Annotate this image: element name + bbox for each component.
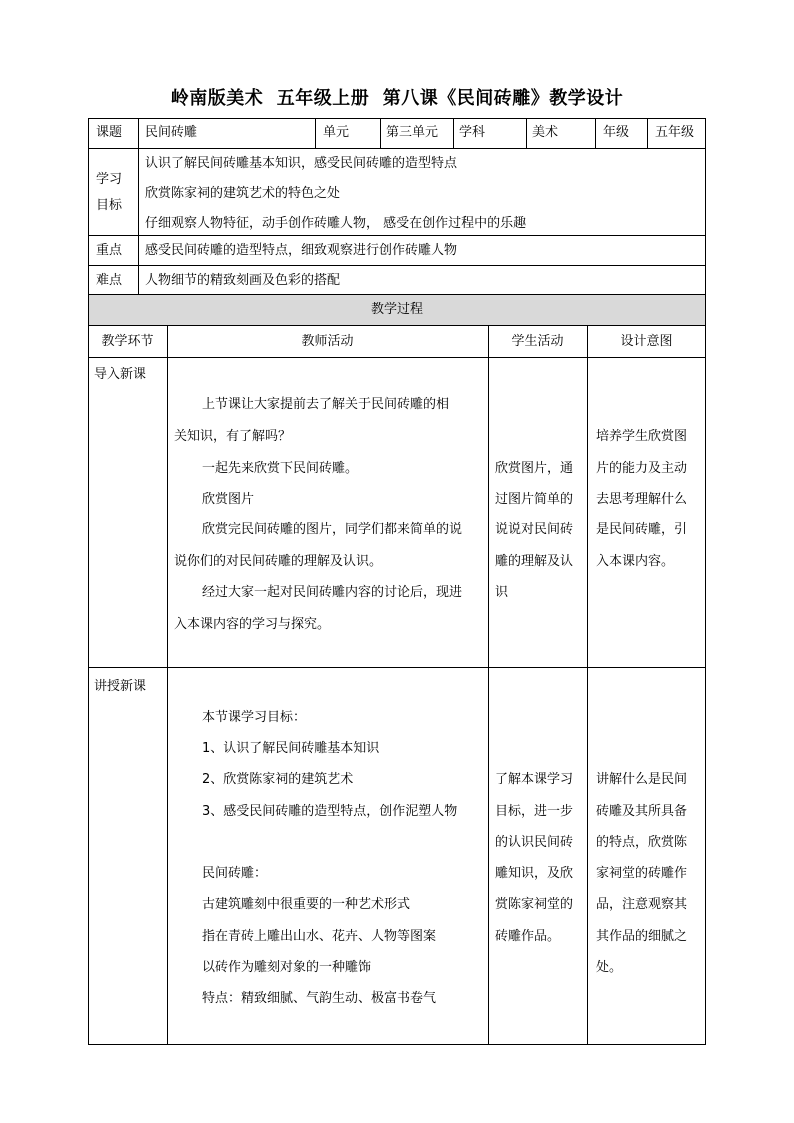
document-title: 岭南版美术 五年级上册 第八课《民间砖雕》教学设计 [170,88,624,109]
student-line: 雕的理解及认 [495,554,574,569]
student-line: 欣赏图片，通 [495,461,574,476]
student-line: 的认识民间砖 [495,835,574,850]
grade-label: 年级 [603,125,630,140]
intent-line: 培养学生欣赏图 [596,429,688,444]
process-header: 教学过程 [370,302,423,317]
column-header-intent: 设计意图 [620,334,673,349]
teacher-line: 3、感受民间砖雕的造型特点，创作泥塑人物 [202,804,458,819]
grade-value: 五年级 [655,125,695,140]
intent-line: 砖雕及其所具备 [596,804,688,819]
subject-value: 美术 [532,125,559,140]
student-line: 赏陈家祠堂的 [495,897,574,912]
intent-line: 片的能力及主动 [596,461,688,476]
column-header-student: 学生活动 [511,334,564,349]
key-point-label: 重点 [96,243,123,258]
intent-line: 品，注意观察其 [596,897,688,912]
subject-label: 学科 [459,125,486,140]
column-header-stage: 教学环节 [101,334,154,349]
intent-line: 家祠堂的砖雕作 [596,866,688,881]
intent-line: 去思考理解什么 [596,492,688,507]
student-line: 砖雕作品。 [495,929,561,944]
teacher-line: 2、欣赏陈家祠的建筑艺术 [202,772,354,787]
course-value: 民间砖雕 [145,125,198,140]
student-line: 识 [495,585,509,600]
intent-line: 其作品的细腻之 [596,929,688,944]
teacher-line: 一起先来欣赏下民间砖雕。 [202,461,359,476]
teacher-line: 本节课学习目标： [202,710,307,725]
teacher-line: 指在青砖上雕出山水、花卉、人物等图案 [202,929,437,944]
intent-line: 是民间砖雕，引 [596,522,688,537]
student-line: 目标，进一步 [495,804,574,819]
intent-line: 入本课内容。 [596,554,675,569]
student-line: 过图片简单的 [495,492,574,507]
unit-label: 单元 [323,125,350,140]
goals-label-line1: 学习 [96,172,123,187]
goals-label-line2: 目标 [96,198,123,213]
stage-label: 导入新课 [94,367,147,382]
key-point-text: 感受民间砖雕的造型特点，细致观察进行创作砖雕人物 [145,243,458,258]
teacher-line: 欣赏图片 [202,492,255,507]
intent-line: 讲解什么是民间 [596,772,688,787]
intent-line: 处。 [596,960,623,975]
teacher-line: 古建筑雕刻中很重要的一种艺术形式 [202,897,411,912]
teacher-line: 经过大家一起对民间砖雕内容的讨论后，现进 [202,585,463,600]
unit-value: 第三单元 [386,125,439,140]
goal-item: 欣赏陈家祠的建筑艺术的特色之处 [145,186,341,201]
goal-item: 认识了解民间砖雕基本知识，感受民间砖雕的造型特点 [145,156,458,171]
stage-label: 讲授新课 [94,679,147,694]
student-line: 了解本课学习 [495,772,574,787]
teacher-line: 上节课让大家提前去了解关于民间砖雕的相 [202,397,450,412]
student-line: 说说对民间砖 [495,522,574,537]
teacher-line: 欣赏完民间砖雕的图片，同学们都来简单的说 [202,522,463,537]
teacher-line: 说你们的对民间砖雕的理解及认识。 [174,554,383,569]
teacher-line: 特点：精致细腻、气韵生动、极富书卷气 [202,991,437,1006]
difficulty-label: 难点 [96,273,123,288]
teacher-line: 入本课内容的学习与探究。 [174,617,331,632]
teacher-line: 关知识，有了解吗？ [174,429,292,444]
difficulty-text: 人物细节的精致刻画及色彩的搭配 [145,273,341,288]
intent-line: 的特点，欣赏陈 [596,835,688,850]
student-line: 雕知识，及欣 [495,866,574,881]
goal-item: 仔细观察人物特征，动手创作砖雕人物， 感受在创作过程中的乐趣 [145,216,527,231]
teacher-line: 1、认识了解民间砖雕基本知识 [202,741,380,756]
column-header-teacher: 教师活动 [301,334,354,349]
course-label: 课题 [96,125,123,140]
teacher-line: 以砖作为雕刻对象的一种雕饰 [202,960,372,975]
teacher-line: 民间砖雕： [202,866,268,881]
